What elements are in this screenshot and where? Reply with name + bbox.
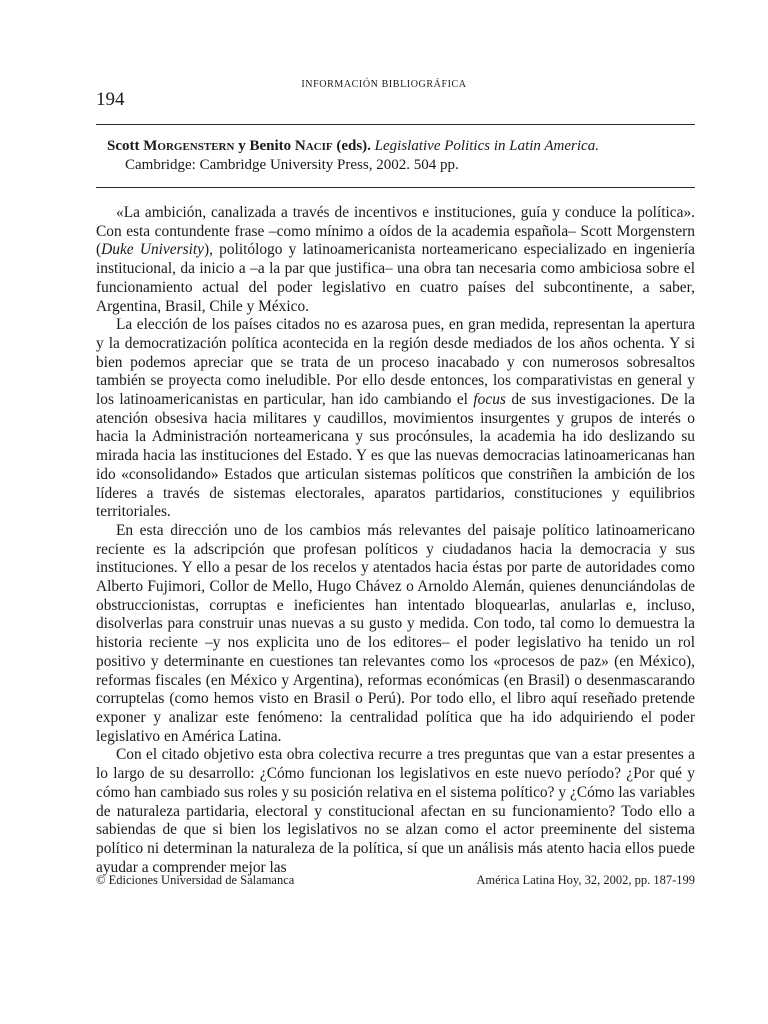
affiliation-italic: Duke University bbox=[101, 241, 204, 259]
paragraph-4: Con el citado objetivo esta obra colectiva recurre a tres preguntas que van a estar presentes a lo largo de su desarrollo: ¿Cómo funcionan los legislativos en este nuevo período? ¿Por qué y cómo han cambiado sus roles y su posición relativa en el sistema político? y ¿Cómo las variables de naturaleza partidaria, electoral y constitucional afectan en su funcionamiento? Todo ello a sabiendas de que si bien los legislativos no se alzan como el actor preeminente del sistema político ni determinan la naturaleza de la política, sí que un análisis más atento hacia ellos puede ayudar a comprender mejor las bbox=[96, 746, 695, 876]
top-rule bbox=[96, 124, 695, 125]
footer-journal-reference: América Latina Hoy, 32, 2002, pp. 187-199 bbox=[476, 873, 695, 887]
publisher-line: Cambridge: Cambridge University Press, 2002. 504 pp. bbox=[125, 157, 459, 173]
authors-conjunction: y Benito bbox=[234, 138, 295, 154]
editors-label: (eds). bbox=[332, 138, 371, 154]
author2-surname: Nacif bbox=[294, 138, 333, 154]
bottom-rule bbox=[96, 187, 695, 188]
page-number: 194 bbox=[96, 89, 125, 110]
authors-text: Scott bbox=[107, 138, 144, 154]
paragraph-3: En esta dirección uno de los cambios más relevantes del paisaje político latinoamericano reciente es la adscripción que profesan políticos y ciudadanos hacia la democracia y sus instituciones. Y ello a pesar de los recelos y atentados hacia éstas por parte de autoridades como Alberto Fujimori, Collor de Mello, Hugo Chávez o Arnoldo Alemán, quienes denunciándolas de obstruccionistas, corruptas e ineficientes han intentado bloquearlas, anularlas e, incluso, disolverlas para construir unas nuevas a su gusto y medida. Con todo, tal como lo demuestra la historia reciente –y nos explicita uno de los editores– el poder legislativo ha tenido un rol positivo y determinante en cuestiones tan relevantes como los «procesos de paz» (en México), reformas fiscales (en México y Argentina), reformas económicas (en Brasil) o desenmascarando corruptelas (como hemos visto en Brasil o Perú). Por todo ello, el libro aquí reseñado pretende exponer y analizar este fenómeno: la centralidad política que ha ido adquiriendo el poder legislativo en América Latina. bbox=[96, 521, 695, 745]
book-title: Legislative Politics in Latin America. bbox=[374, 138, 599, 154]
footer-copyright: © Ediciones Universidad de Salamanca bbox=[96, 873, 295, 887]
paragraph-1 bbox=[96, 204, 695, 316]
paragraph-2-text-b: de sus investigaciones. De la atención obsesiva hacia militares y caudillos, movimientos insurgentes y grupos de interés o hacia la Administración norteamericana y sus procónsules, la academia ha ido deslizando su mirada hacia las instituciones del Estado. Y es que las nuevas democracias latinoamericanas han ido «consolidando» Estados que articulan sistemas políticos que constriñen la ambición de los líderes a través de sistemas electorales, aparatos partidarios, constituciones y equilibrios territoriales. bbox=[96, 391, 695, 521]
author1-surname: Morgenstern bbox=[143, 138, 235, 154]
book-citation bbox=[107, 137, 695, 175]
focus-italic: focus bbox=[473, 391, 506, 409]
paragraph-1-text-a: «La ambición, canalizada a través de incentivos e instituciones, guía y conduce la política». Con esta contundente frase –como mínimo a oídos de la academia española– Scott Morgenstern ( bbox=[96, 204, 695, 259]
paragraph-2 bbox=[96, 316, 695, 522]
running-head: INFORMACIÓN BIBLIOGRÁFICA bbox=[301, 79, 467, 90]
paragraph-1-text-b: ), politólogo y latinoamericanista norteamericano especializado en ingeniería institucional, da inicio a –a la par que justifica– una obra tan necesaria como ambiciosa sobre el funcionamiento actual del poder legislativo en cuatro países del subcontinente, a saber, Argentina, Brasil, Chile y México. bbox=[96, 241, 696, 315]
review-body bbox=[96, 204, 695, 877]
paragraph-2-text-a: La elección de los países citados no es azarosa pues, en gran medida, representan la apertura y la democratización política acontecida en la región desde mediados de los años ochenta. Y si bien podemos apreciar que se trata de un proceso inacabado y con numerosos sobresaltos también se proyecta como ineludible. Por ello desde entonces, los comparativistas en general y los latinoamericanistas en particular, han ido cambiando el bbox=[96, 316, 695, 409]
